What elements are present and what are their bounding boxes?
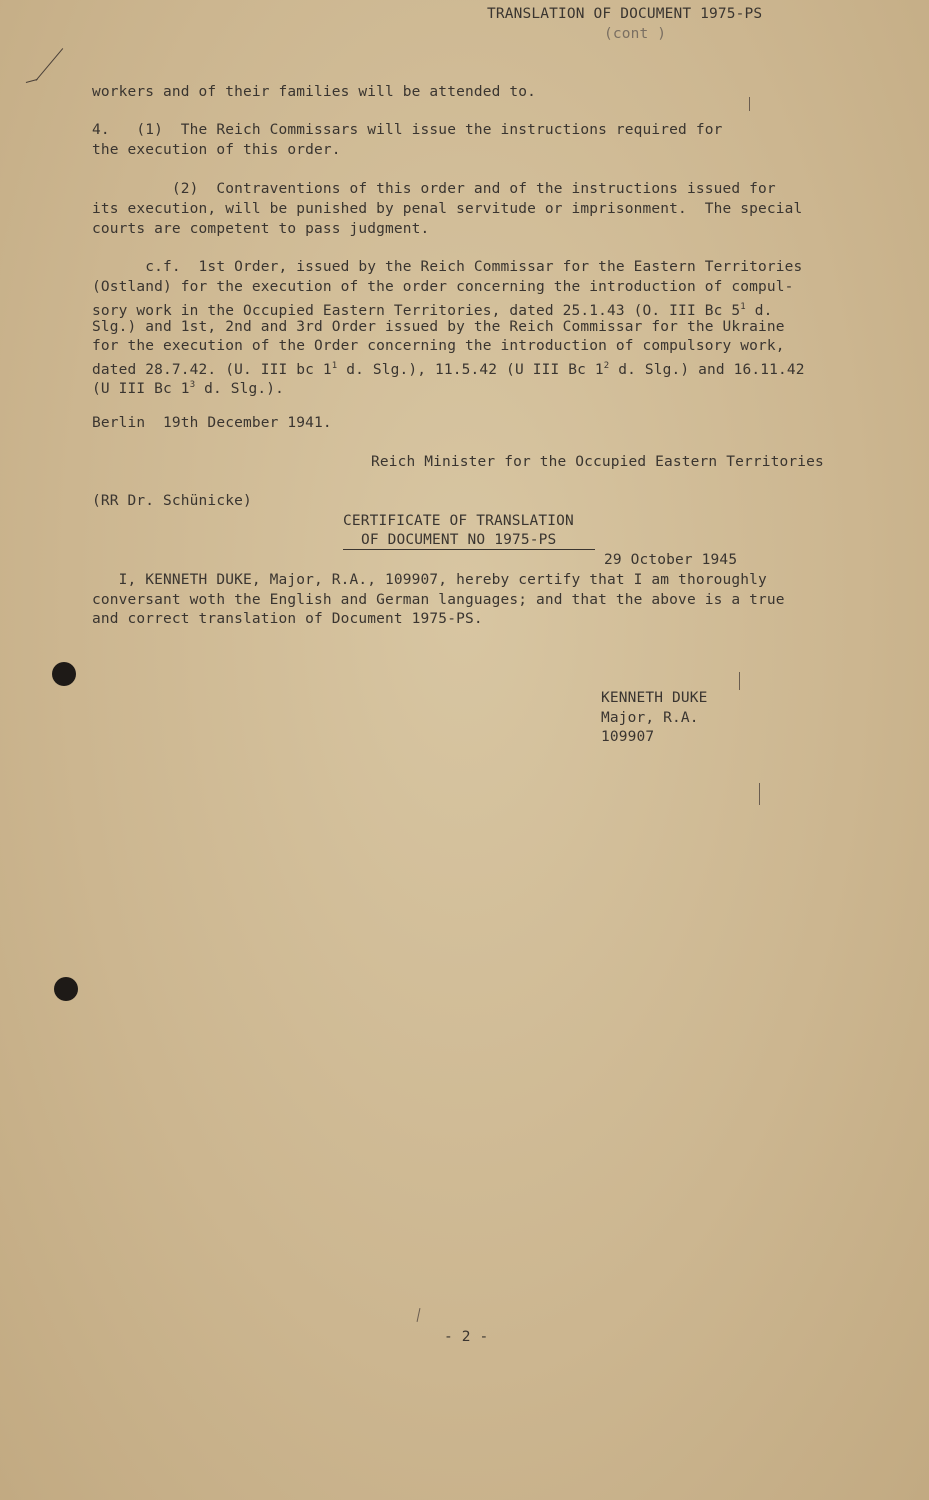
- pencil-tick: [739, 672, 740, 690]
- page-number: - 2 -: [444, 1329, 489, 1345]
- punch-hole-top: [52, 662, 76, 686]
- berlin-date: Berlin 19th December 1941.: [92, 415, 332, 431]
- para-4-line-2: the execution of this order.: [92, 142, 341, 158]
- cf-line-6: dated 28.7.42. (U. III bc $1^1$ d. Slg.), 11.5.42 (U III Bc $1^2$ d. Slg.) and 16.11.42: [92, 361, 805, 378]
- certificate-date: 29 October 1945: [604, 552, 738, 568]
- punch-hole-bottom: [54, 977, 78, 1001]
- body-line-1: workers and of their families will be attended to.: [92, 84, 536, 100]
- pencil-tick: [749, 97, 750, 111]
- para-2-line-1: (2) Contraventions of this order and of the instructions issued for: [92, 181, 776, 197]
- para-2-line-2: its execution, will be punished by penal servitude or imprisonment. The special: [92, 201, 803, 217]
- para-2-line-3: courts are competent to pass judgment.: [92, 221, 430, 237]
- certificate-underline: [343, 549, 595, 550]
- cf-line-4: Slg.) and 1st, 2nd and 3rd Order issued by the Reich Commissar for the Ukraine: [92, 319, 785, 335]
- certificate-line-1: I, KENNETH DUKE, Major, R.A., 109907, hereby certify that I am thoroughly: [92, 572, 767, 588]
- certificate-line-3: and correct translation of Document 1975-PS.: [92, 611, 483, 627]
- pencil-tick: [417, 1308, 421, 1322]
- para-4-line-1: 4. (1) The Reich Commissars will issue the instructions required for: [92, 122, 723, 138]
- cf-line-5: for the execution of the Order concerning the introduction of compulsory work,: [92, 338, 785, 354]
- pencil-tick: [759, 783, 760, 805]
- pen-mark: [35, 48, 63, 81]
- certificate-title-1: CERTIFICATE OF TRANSLATION: [343, 513, 574, 529]
- cf-line-7: (U III Bc $1^3$ d. Slg.).: [92, 380, 285, 397]
- cf-line-1: c.f. 1st Order, issued by the Reich Commissar for the Eastern Territories: [92, 259, 803, 275]
- signature-name: KENNETH DUKE: [601, 690, 708, 706]
- signature-number: 109907: [601, 729, 655, 745]
- certificate-line-2: conversant woth the English and German languages; and that the above is a true: [92, 592, 785, 608]
- signature-rank: Major, R.A.: [601, 710, 699, 726]
- cf-line-3: sory work in the Occupied Eastern Territories, dated 25.1.43 (O. III Bc $5^1$ d.: [92, 302, 773, 319]
- minister-line: Reich Minister for the Occupied Eastern Territories: [371, 454, 824, 470]
- header-cont: (cont ): [604, 26, 667, 42]
- rr-signatory: (RR Dr. Schünicke): [92, 493, 252, 509]
- header-title: TRANSLATION OF DOCUMENT 1975-PS: [487, 6, 763, 22]
- cf-line-2: (Ostland) for the execution of the order concerning the introduction of compul-: [92, 279, 794, 295]
- certificate-title-2: OF DOCUMENT NO 1975-PS: [361, 532, 557, 548]
